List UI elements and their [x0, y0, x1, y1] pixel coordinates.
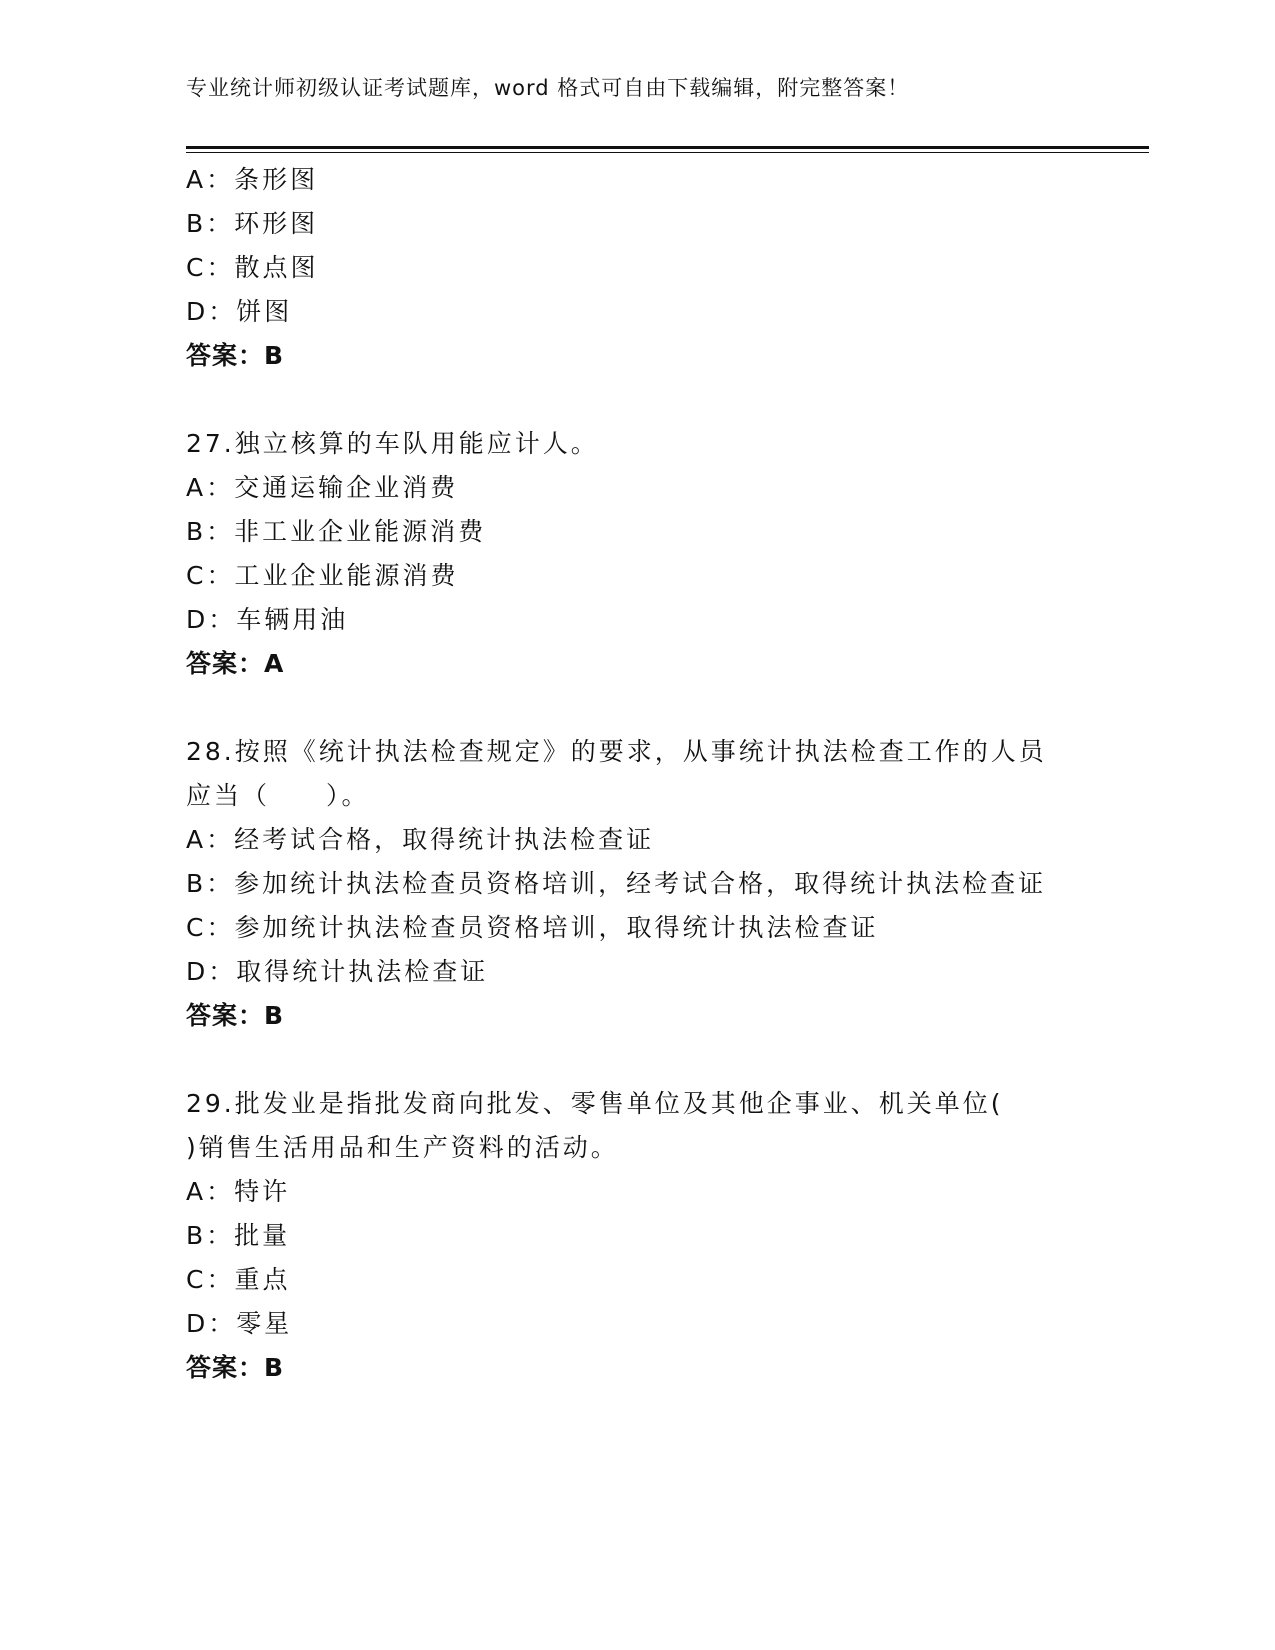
q26-option-a: A：条形图: [186, 165, 319, 194]
page-header: 专业统计师初级认证考试题库，word 格式可自由下载编辑，附完整答案！: [186, 76, 910, 100]
q27-stem: 27.独立核算的车队用能应计人。: [186, 429, 599, 458]
header-rule: [186, 146, 1149, 153]
q29-stem-line-1: 29.批发业是指批发商向批发、零售单位及其他企事业、机关单位(: [186, 1089, 1004, 1118]
q26-answer: 答案：B: [186, 341, 285, 370]
q28-option-c: C：参加统计执法检查员资格培训，取得统计执法检查证: [186, 913, 879, 942]
q27-option-a: A：交通运输企业消费: [186, 473, 459, 502]
q27-option-b: B：非工业企业能源消费: [186, 517, 487, 546]
q28-stem-line-2: 应当（ ）。: [186, 781, 370, 810]
q26-option-c: C：散点图: [186, 253, 319, 282]
q29-option-c: C：重点: [186, 1265, 291, 1294]
q28-option-a: A：经考试合格，取得统计执法检查证: [186, 825, 655, 854]
q27-answer: 答案：A: [186, 649, 285, 678]
q28-option-d: D：取得统计执法检查证: [186, 957, 489, 986]
q28-answer: 答案：B: [186, 1001, 285, 1030]
q28-option-b: B：参加统计执法检查员资格培训，经考试合格，取得统计执法检查证: [186, 869, 1047, 898]
q26-option-d: D：饼图: [186, 297, 293, 326]
q29-option-d: D：零星: [186, 1309, 293, 1338]
q29-stem-line-2: )销售生活用品和生产资料的活动。: [186, 1133, 619, 1162]
q29-answer: 答案：B: [186, 1353, 285, 1382]
q27-option-d: D：车辆用油: [186, 605, 349, 634]
q28-stem-line-1: 28.按照《统计执法检查规定》的要求，从事统计执法检查工作的人员: [186, 737, 1047, 766]
q27-option-c: C：工业企业能源消费: [186, 561, 459, 590]
q29-option-a: A：特许: [186, 1177, 291, 1206]
q26-option-b: B：环形图: [186, 209, 319, 238]
q29-option-b: B：批量: [186, 1221, 291, 1250]
